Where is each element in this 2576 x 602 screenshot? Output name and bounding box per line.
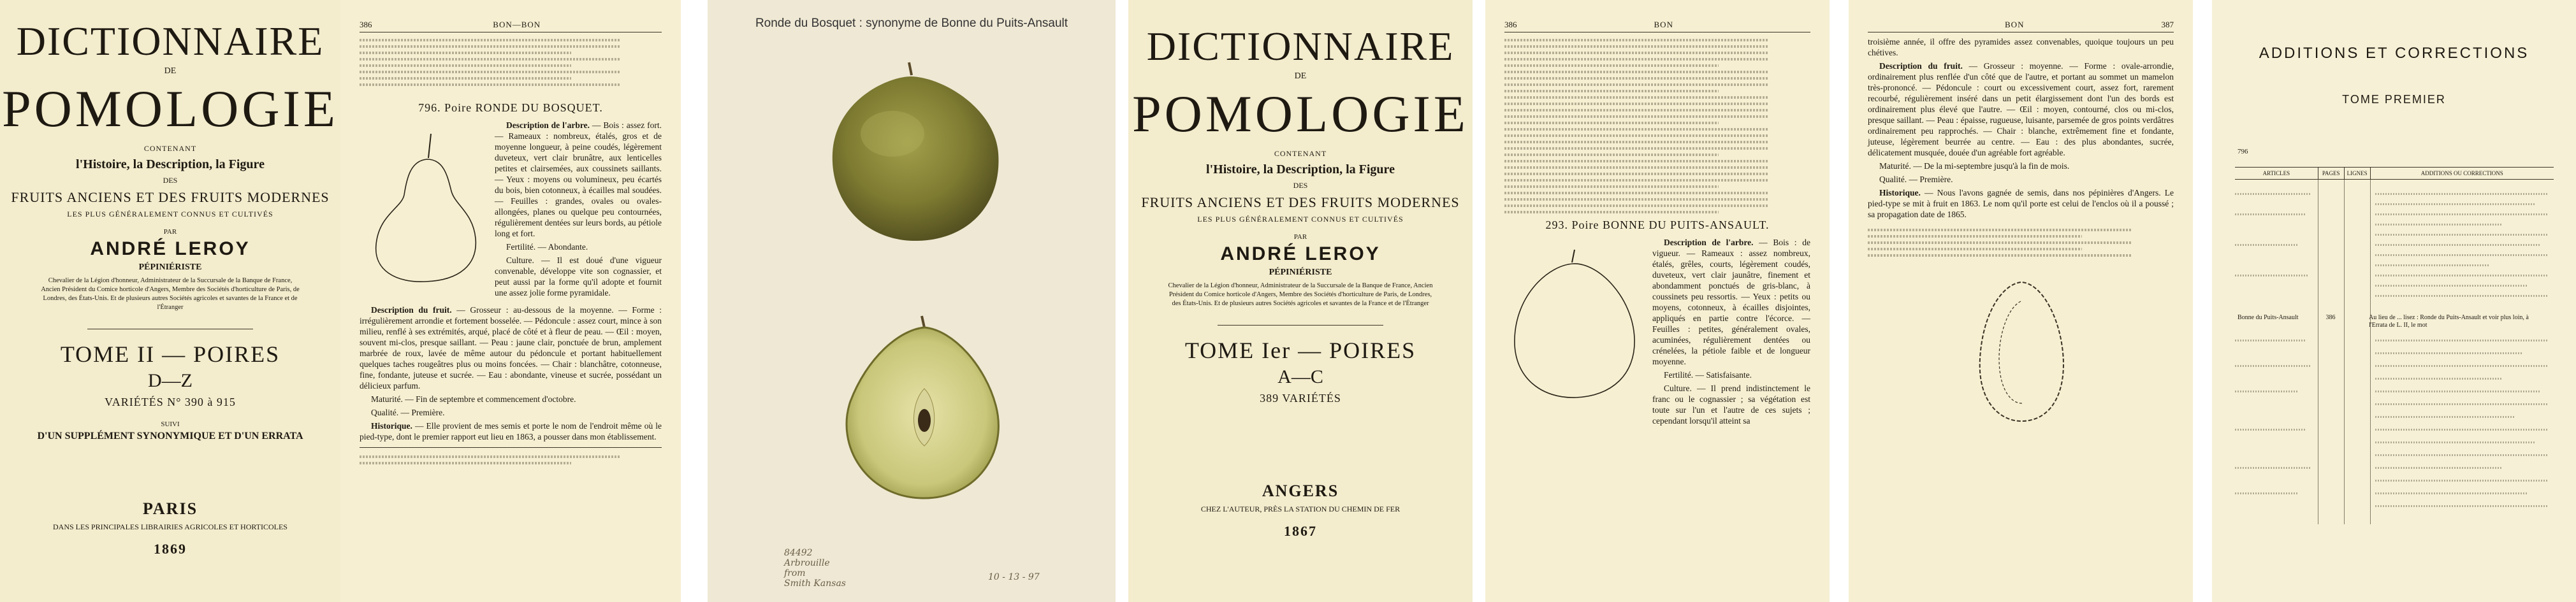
title-fruits: FRUITS ANCIENS ET DES FRUITS MODERNES [11, 189, 330, 205]
publisher-info: DANS LES PRINCIPALES LIBRAIRIES AGRICOLES ET HORTICOLES [53, 522, 287, 531]
publication-year: 1867 [1284, 523, 1317, 539]
pear-section-figure [1957, 263, 2085, 429]
history-text: — Nous l'avons gagnée de semis, dans nos pépinières d'Angers. Le pied-type se mit à fruit en 1863. Le nom qu'il porte est celui de l'enclos où il a poussé ; sa propagation date de 1865. [1868, 188, 2174, 219]
supplement-label: D'UN SUPPLÉMENT SYNONYMIQUE ET D'UN ERRATA [37, 431, 303, 441]
fine-print-lines [1868, 229, 2174, 257]
fruit-heading: Description du fruit. [1879, 61, 1963, 71]
history-text: — Elle provient de mes semis et porte le nom de l'endroit même où le pied-type, dont le premier rapport eut lieu en 1863, a pousser dans mon établissement. [360, 421, 662, 441]
title-page-tome-1 [1128, 0, 1473, 602]
tome-label: TOME II — POIRES [60, 341, 280, 367]
publisher-city: ANGERS [1262, 482, 1339, 500]
footnote-lines [360, 447, 662, 464]
divider [1218, 325, 1383, 326]
pear-painting [708, 0, 1116, 602]
publisher-city: PARIS [142, 499, 198, 518]
table-header [2235, 168, 2554, 180]
author-name: ANDRÉ LEROY [90, 238, 251, 259]
title-des: DES [1293, 181, 1308, 190]
fruit-heading: Description du fruit. [371, 305, 452, 315]
suivi-label: SUIVI [161, 420, 180, 428]
title-plus: LES PLUS GÉNÉRALEMENT CONNUS ET CULTIVÉS [1197, 215, 1404, 224]
author-credentials: Chevalier de la Légion d'honneur, Administrateur de la Succursale de la Banque de France, Ancien Président du Comice horticole d'Angers, Membre des Sociétés d'horticulture de Paris, de Londres, des États-Unis. Et de plusieurs autres Sociétés agricoles et savantes de la France et de l'Étranger [41, 277, 300, 311]
corrections-table [2235, 167, 2554, 524]
running-header [1504, 19, 1810, 32]
title-par: PAR [1293, 233, 1307, 241]
title-contenant: CONTENANT [1274, 149, 1327, 158]
title-dictionnaire: DICTIONNAIRE [1146, 24, 1455, 69]
book-page-387 [1849, 0, 2193, 602]
running-head: BON [1654, 20, 1673, 29]
author-credentials: Chevalier de la Légion d'honneur, Administrateur de la Succursale de la Banque de France, Ancien Président du Comice horticole d'Angers, Membre des Sociétés d'horticulture de Paris, de Londres, des États-Unis. Et de plusieurs autres Sociétés agricoles et savantes de la France et de l'Étranger [1168, 282, 1433, 307]
fruit-text: — Grosseur : moyenne. — Forme : ovale-arrondie, ordinairement plus renflée d'un côté que de l'autre, et portant au sommet un mamelon très-prononcé. — Pédoncule : court ou excessivement court, assez fort, rarement recourbé, régulièrement inséré dans un petit élargissement dont l'un des bords est ordinairement plus élevé que l'autre. — Œil : moyen, contourné, clos ou mi-clos, presque saillant. — Peau : épaisse, rugueuse, luisante, parsemée de gros points verdâtres ordinairement peu rapprochés. — Chair : blanche, extrêmement fine et fondante, juteuse, légèrement beurrée au centre. — Eau : des plus abondantes, sucrée, délicatement musquée, douée d'un agréable fort agréable. [1868, 61, 2174, 157]
col-articles: ARTICLES [2235, 168, 2318, 179]
cut-pear-illustration [829, 312, 1014, 503]
title-pomologie: POMOLOGIE [1132, 85, 1469, 143]
culture-text: Culture. — Il prend indistinctement le franc ou le cognassier ; sa végétation est toute sur l'un et l'autre de ces sujets ; cependant lorsqu'il atteint sa [1652, 383, 1810, 426]
title-de: DE [1294, 71, 1307, 81]
entry-title: 796. Poire RONDE DU BOSQUET. [418, 101, 603, 114]
additions-subtitle: TOME PREMIER [2342, 93, 2446, 106]
quality-text: Qualité. — Première. [371, 408, 445, 417]
additions-number: 796 [2238, 148, 2248, 155]
running-head: BON [2005, 20, 2025, 29]
col-pages: PAGES [2318, 168, 2345, 179]
maturity-text: Maturité. — De la mi-septembre jusqu'à la fin de mois. [1879, 161, 2070, 171]
painting-caption: Ronde du Bosquet : synonyme de Bonne du Puits-Ansault [755, 17, 1068, 30]
book-page-386-tome-1 [1485, 0, 1830, 602]
tree-text: — Bois : assez fort. — Rameaux : nombreux, étalés, gros et de moyenne longueur, à peine coudés, légèrement duveteux, vert clair brunâtre, aux lenticelles petites et clairsemées, aux coussinets saillants. — Yeux : moyens ou volumineux, peu écartés du bois, bien cotonneux, à écailles mal soudées. — Feuilles : grandes, ovales ou ovales-allongées, planes ou quelque peu contournées, régulièrement dentées sur leurs bords, au pétiole long et fort. [495, 120, 662, 238]
fertility-text: Fertilité. — Abondante. [506, 242, 588, 252]
handwritten-note-left: 84492 Arbrouille from Smith Kansas [784, 548, 846, 589]
title-fruits: FRUITS ANCIENS ET DES FRUITS MODERNES [1141, 194, 1460, 210]
whole-pear-illustration [816, 57, 1014, 248]
tree-text: — Bois : de vigueur. — Rameaux : assez nombreux, étalés, grêles, courts, légèrement coudés, duveteux, vert clair jaunâtre, finement et abondamment ponctués de gris-blanc, à coussinets peu ressortis. — Yeux : petits ou moyens, cotonneux, à écailles disjointes, appliqués en partie contre l'écorce. — Feuilles : petites, généralement ovales, acuminées, régulièrement dentées ou crénelées, la pétiole faible et de longueur moyenne. [1652, 238, 1810, 366]
row-note: Au lieu de ... lisez : Ronde du Puits-Ansault et voir plus loin, à l'Errata de L. II, le mot [2369, 314, 2529, 329]
title-dictionnaire: DICTIONNAIRE [16, 18, 324, 64]
handwritten-note-right: 10 - 13 - 97 [988, 572, 1040, 582]
title-histoire: l'Histoire, la Description, la Figure [76, 157, 265, 171]
title-des: DES [163, 176, 178, 185]
quality-text: Qualité. — Première. [1879, 175, 1953, 184]
book-page-386 [340, 0, 681, 602]
tome-varieties: VARIÉTÉS N° 390 à 915 [105, 396, 236, 408]
page-number: 386 [360, 20, 372, 29]
title-par: PAR [163, 228, 177, 236]
maturity-text: Maturité. — Fin de septembre et commencement d'octobre. [371, 394, 576, 404]
title-contenant: CONTENANT [143, 144, 197, 153]
fine-print-lines [360, 39, 662, 86]
title-histoire: l'Histoire, la Description, la Figure [1206, 162, 1395, 176]
title-page-tome-2 [0, 0, 340, 602]
tome-varieties: 389 VARIÉTÉS [1260, 392, 1341, 405]
row-page: 386 [2325, 314, 2336, 321]
pear-outline-figure [360, 120, 487, 285]
fine-print-lines [1504, 39, 1810, 213]
top-text: troisième année, il offre des pyramides assez convenables, quoique toujours un peu chétives. [1868, 37, 2174, 57]
title-plus: LES PLUS GÉNÉRALEMENT CONNUS ET CULTIVÉS [67, 210, 273, 219]
tome-range: D—Z [148, 370, 193, 391]
publisher-info: CHEZ L'AUTEUR, PRÈS LA STATION DU CHEMIN DE FER [1200, 505, 1401, 513]
publication-year: 1869 [154, 541, 187, 557]
col-corrections: ADDITIONS OU CORRECTIONS [2420, 170, 2503, 176]
tree-heading: Description de l'arbre. [506, 120, 590, 130]
running-header [1868, 19, 2174, 32]
col-lignes: LIGNES [2345, 168, 2371, 179]
running-head: BON—BON [493, 20, 541, 29]
author-profession: PÉPINIÉRISTE [138, 262, 202, 272]
additions-corrections-page [2212, 0, 2576, 602]
page-number: 387 [2161, 20, 2174, 29]
tome-range: A—C [1277, 366, 1323, 387]
tree-heading: Description de l'arbre. [1664, 238, 1754, 247]
title-pomologie: POMOLOGIE [2, 80, 338, 138]
history-heading: Historique. [371, 421, 412, 431]
row-article: Bonne du Puits-Ansault [2238, 314, 2299, 321]
author-profession: PÉPINIÉRISTE [1269, 268, 1332, 277]
fruit-text: — Grosseur : au-dessous de la moyenne. — Forme : irrégulièrement arrondie et fortement bosselée. — Pédoncule : assez court, mince à son milieu, renflé à ses extrémités, arqué, placé de côté et à fleur de peau. — Œil : moyen, souvent mi-clos, presque saillant. — Peau : jaune clair, ponctuée de brun, amplement marbrée de roux, lavée de même autour du pédoncule et portant habituellement quelques taches rougeâtres plus ou moins foncées. — Chair : blanchâtre, cotonneuse, fine, fondante, juteuse et sucrée. — Eau : abondante, vineuse et sucrée, possédant un délicieux parfum. [360, 305, 662, 391]
title-de: DE [164, 66, 177, 76]
culture-text: Culture. — Il est doué d'une vigueur convenable, développe vite son cognassier, et peut aussi par la forme qu'il adopte et fournit une assez jolie forme pyramidale. [495, 255, 662, 297]
table-row [2238, 314, 2550, 329]
entry-title: 293. Poire BONNE DU PUITS-ANSAULT. [1545, 219, 1770, 231]
running-header [360, 19, 662, 32]
page-number: 386 [1504, 20, 1517, 29]
additions-title: ADDITIONS ET CORRECTIONS [2259, 45, 2529, 62]
history-heading: Historique. [1879, 188, 1921, 197]
author-name: ANDRÉ LEROY [1220, 243, 1381, 264]
tome-label: TOME Ier — POIRES [1184, 338, 1416, 363]
pear-outline-figure [1504, 237, 1645, 403]
fertility-text: Fertilité. — Satisfaisante. [1664, 370, 1752, 380]
